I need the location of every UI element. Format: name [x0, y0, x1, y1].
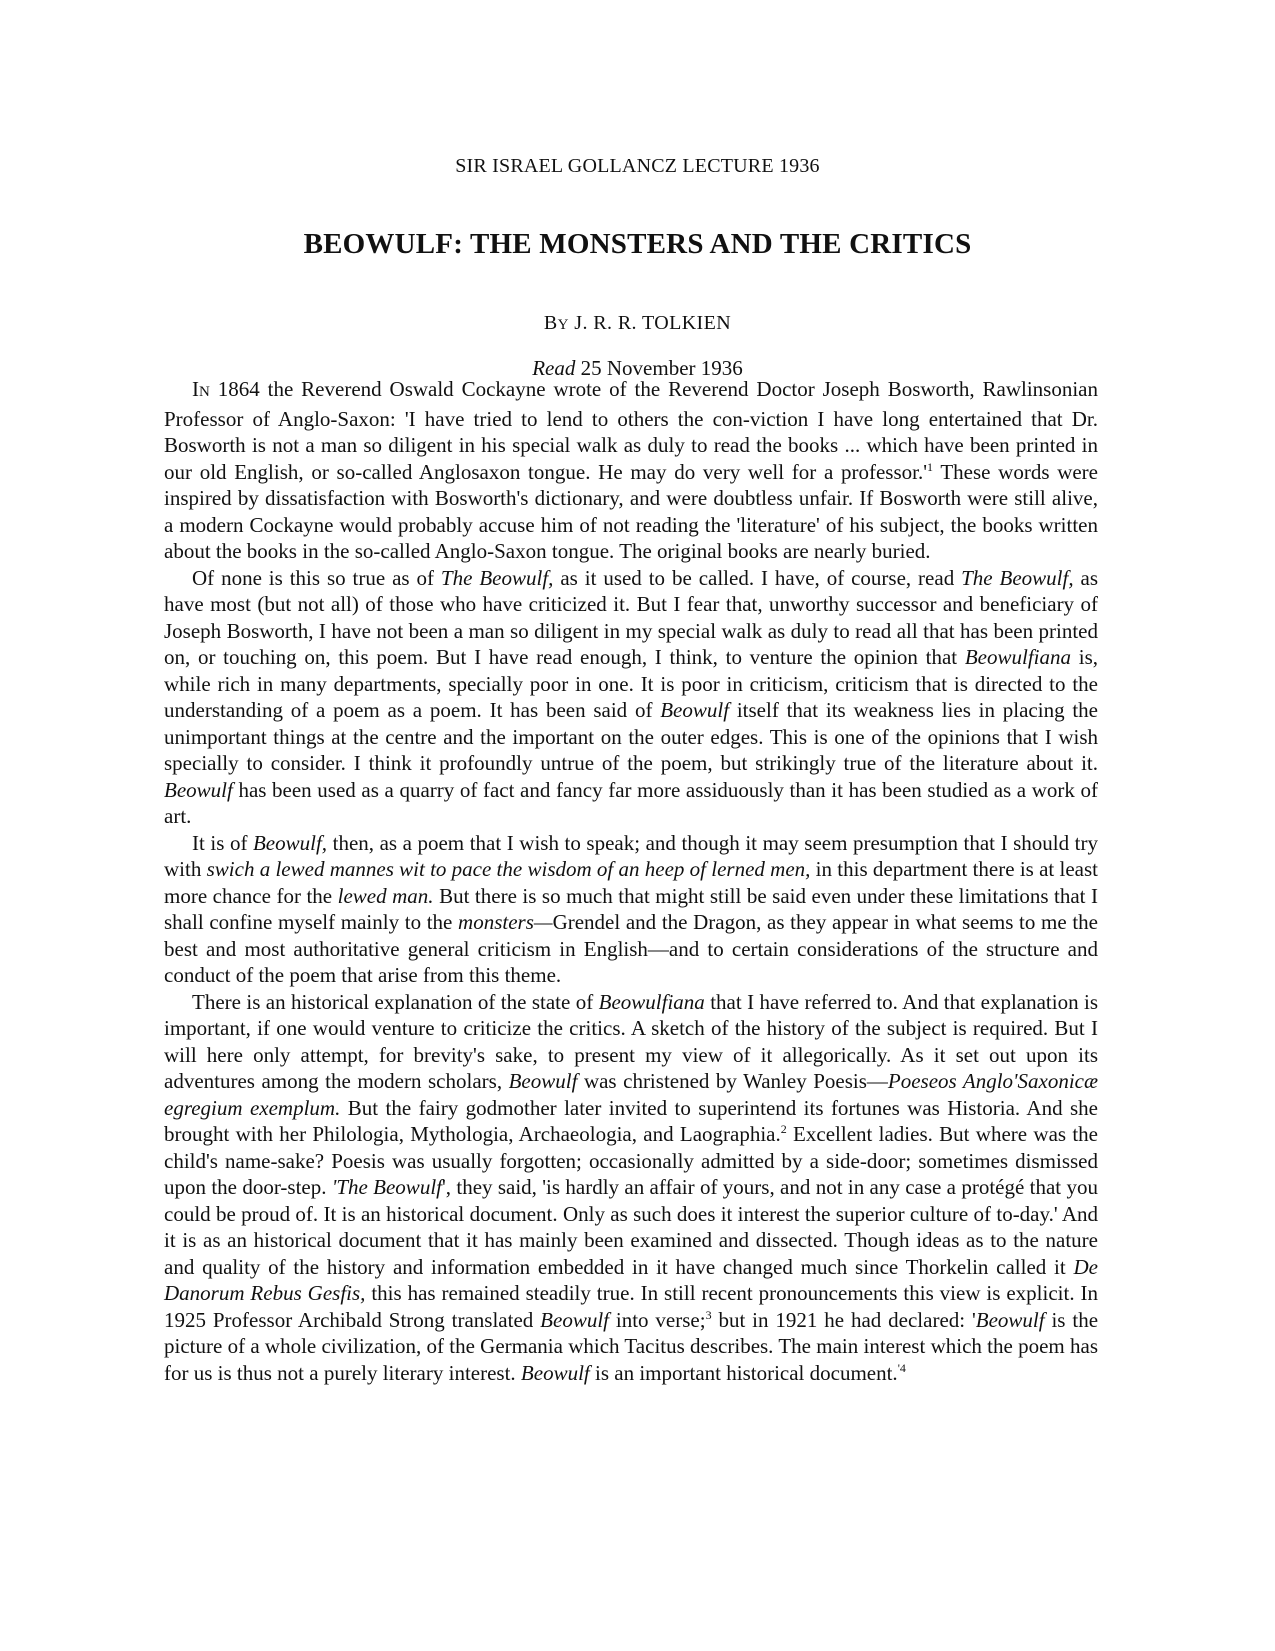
read-date-value: 25 November 1936	[575, 356, 743, 380]
text-run: is the picture of a whole civilization, of the Germania which Tacitus describes. The main interest which the poem has for us is thus not a purely literary interest.	[164, 1307, 1099, 1385]
footnote-ref-3: 3	[705, 1307, 712, 1322]
italic-run: The Beowulf,	[961, 565, 1074, 590]
italic-run: The Beowulf,	[440, 565, 554, 590]
text-run: then, as a poem that I wish to speak; and though it may seem presumption that I should try with	[164, 830, 1098, 881]
page-title: BEOWULF: THE MONSTERS AND THE CRITICS	[303, 228, 972, 260]
author-byline	[0, 312, 1275, 335]
italic-run: Beowulf	[520, 1360, 590, 1385]
italic-run: Beowulf	[540, 1307, 609, 1332]
text-run: this has remained steadily true. In still recent pronouncements this view is explicit. In 1925 Professor Archibald Strong translated	[164, 1281, 1098, 1332]
text-run: as have most (but not all) of those who have criticized it. But I fear that, unworthy successor and beneficiary of Joseph Bosworth, I have not been a man so diligent in my special walk as duly to read all that has been printed on, or touching on, this poem. But I have read enough, I think, to venture the opinion that	[164, 565, 1099, 669]
italic-run: monsters—	[458, 910, 553, 934]
italic-run: Beowulf	[660, 698, 730, 722]
italic-run: Beowulf	[508, 1069, 578, 1093]
text-run: But the fairy godmother later invited to superintend its fortunes was Historia. And she brought with her Philologia, Mythologia, Archaeologia, and Laographia.	[164, 1095, 1098, 1146]
text-run: itself that its weakness lies in placing the unimportant things at the centre and the important on the outer edges. This is one of the opinions that I wish specially to consider. I think it profoundly untrue of the poem, but strikingly true of the literature about it.	[164, 698, 1098, 775]
text-run: Grendel and the Dragon, as they appear in what seems to me the best and most authoritative general criticism in English—and to certain considerations of the structure and conduct of the poem that arise from this theme.	[164, 910, 1098, 987]
paragraph-3	[164, 830, 1098, 989]
italic-run: swich a lewed mannes wit to pace the wisdom of an heep of lerned men,	[206, 857, 811, 881]
text-run: Of none is this so true as of	[192, 565, 441, 590]
italic-run: De Danorum Rebus Gesfis,	[164, 1254, 1098, 1305]
byline-cap: B	[543, 312, 558, 334]
small-caps-text: N	[199, 384, 210, 400]
paragraph-1	[164, 376, 1098, 565]
text-run: It is of	[192, 830, 253, 855]
drop-cap: I	[192, 377, 199, 401]
text-run: in this department there is at least more chance for the	[164, 857, 1098, 908]
text-run: But there is so much that might still be said even under these limitations that I shall confine myself mainly to the	[164, 883, 1099, 934]
italic-run: Beowulfiana	[964, 645, 1072, 669]
italic-run: Beowulf,	[252, 830, 328, 855]
italic-run: Beowulf	[975, 1307, 1045, 1332]
text-run: 1864 the Reverend Oswald Cockayne wrote of the Reverend Doctor Joseph Bosworth, Rawlinsonian Professor of Anglo-Saxon: 'I have tried to lend to others the con-viction I have long entertained that Dr. Bosworth is not a man so diligent in his special walk as duly to read the books ... which have been printed in our old English, or so-called Anglosaxon tongue. He may do very well for a professor.'	[164, 377, 1098, 484]
text-run: was christened by Wanley Poesis—	[577, 1069, 888, 1093]
text-run: as it used to be called. I have, of course, read	[553, 565, 962, 590]
read-word: Read	[532, 356, 576, 380]
footnote-ref-1: 1	[927, 459, 933, 474]
text-run: but in 1921 he had declared: '	[711, 1307, 976, 1332]
text-run: ', they said, 'is hardly an affair of yours, and not in any case a protégé that you could be proud of. It is an historical document. Only as such does it interest the superior culture of to-day.' And it is as an historical document that it has mainly been examined and dissected. Though ideas as to the nature and quality of the history and information embedded in it have changed much since Thorkelin called it	[164, 1175, 1098, 1279]
footnote-ref-2: 2	[780, 1122, 787, 1136]
italic-run: Beowulfiana	[598, 989, 705, 1014]
byline-small-caps: Y	[557, 317, 569, 333]
paragraph-4	[164, 989, 1098, 1387]
italic-run: Poeseos Anglo'Saxonicæ egregium exemplum.	[164, 1069, 1098, 1120]
text-run: into verse;	[609, 1307, 706, 1332]
italic-run: Beowulf	[164, 777, 233, 802]
text-run: has been used as a quarry of fact and fancy far more assiduously than it has been studied as a work of art.	[164, 777, 1098, 828]
text-run: These words were inspired by dissatisfaction with Bosworth's dictionary, and were doubtless unfair. If Bosworth were still alive, a modern Cockayne would probably accuse him of not reading the 'literature' of his subject, the books written about the books in the so-called Anglo-Saxon tongue. The original books are nearly buried.	[164, 459, 1098, 563]
italic-run: 'The Beowulf	[331, 1175, 442, 1199]
text-run: that I have referred to. And that explanation is important, if one would venture to criticize the critics. A sketch of the history of the subject is required. But I will here only attempt, for brevity's sake, to present my view of it allegorically. As it set out upon its adventures among the modern scholars,	[164, 989, 1098, 1093]
paragraph-2	[164, 565, 1098, 830]
footnote-ref-4: '4	[897, 1360, 906, 1375]
text-run: There is an historical explanation of the state of	[192, 989, 599, 1014]
body-text	[164, 376, 1098, 1386]
text-run: is an important historical document.	[589, 1360, 898, 1385]
lecture-series-heading: SIR ISRAEL GOLLANCZ LECTURE 1936	[455, 155, 820, 177]
text-run: is, while rich in many departments, specially poor in one. It is poor in criticism, criticism that is directed to the understanding of a poem as a poem. It has been said of	[164, 645, 1098, 722]
italic-run: lewed man.	[337, 883, 434, 908]
text-run: Excellent ladies. But where was the child's name-sake? Poesis was usually forgotten; occasionally admitted by a side-door; sometimes dismissed upon the door-step.	[164, 1122, 1099, 1199]
author-name: J. R. R. TOLKIEN	[568, 312, 732, 334]
